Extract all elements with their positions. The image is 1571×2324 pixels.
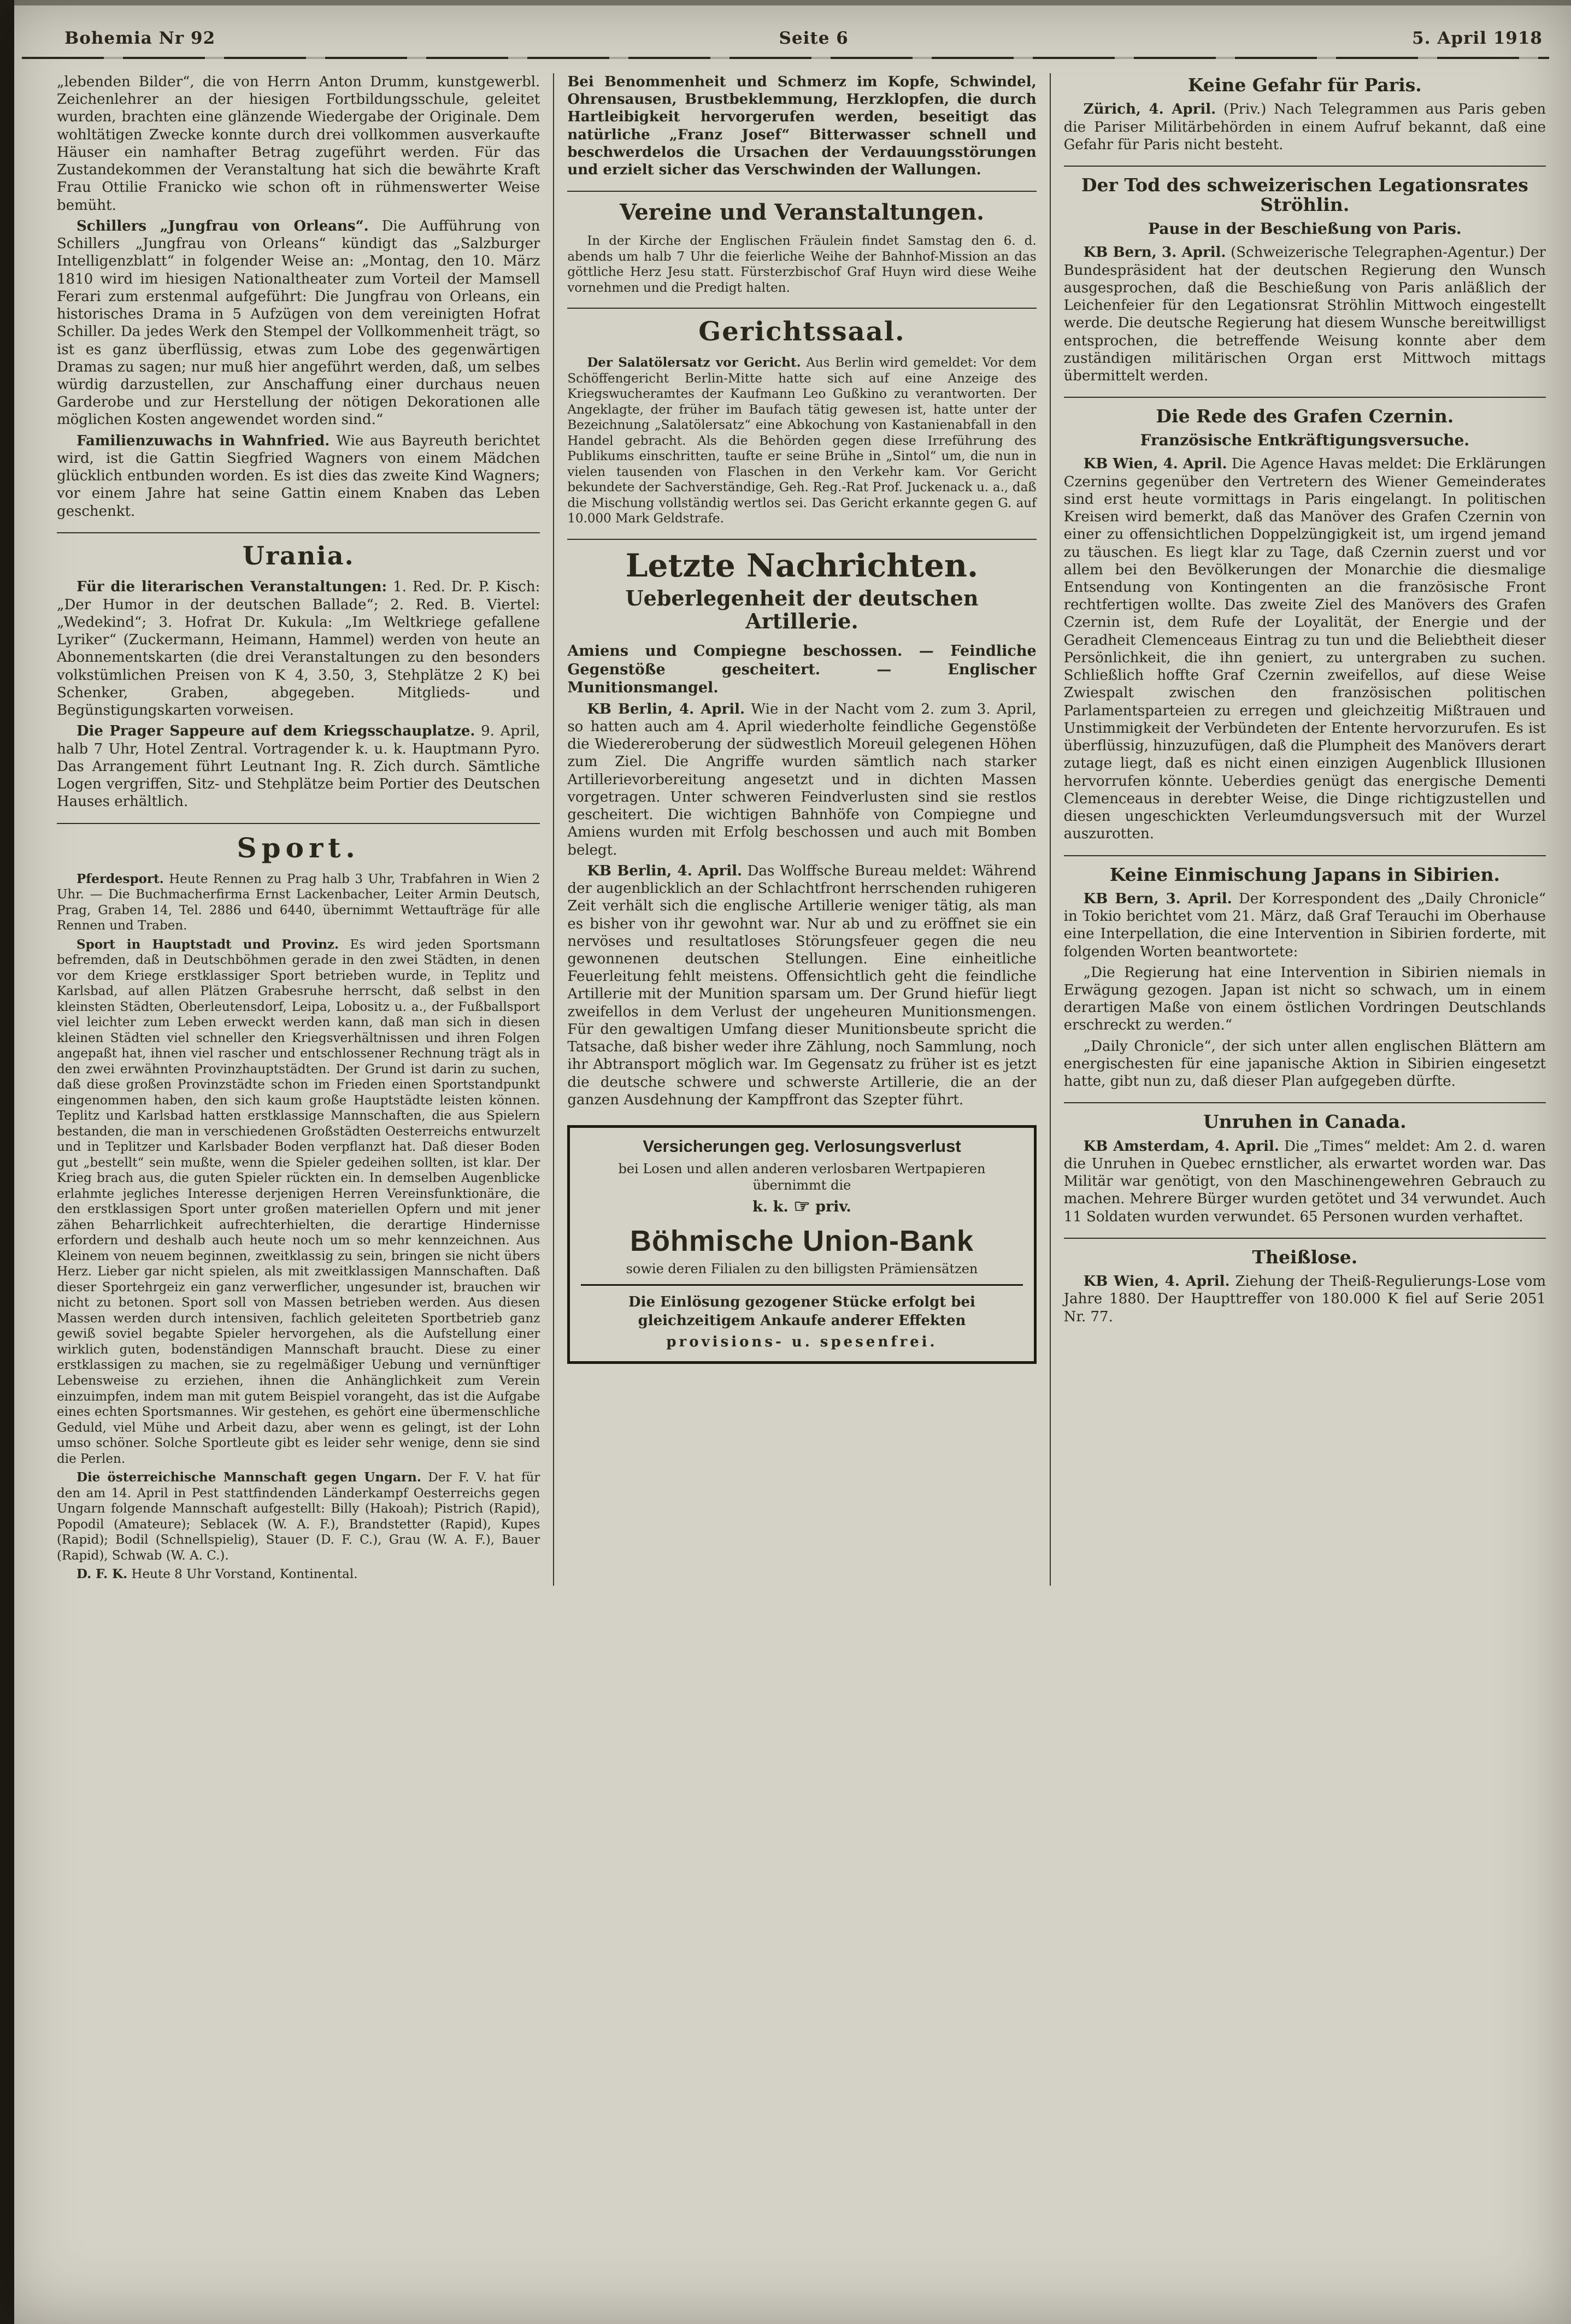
article-continuation	[57, 73, 540, 214]
ad-kk-priv	[581, 1196, 1022, 1217]
paragraph-text: „Die Regierung hat eine Intervention in Sibirien niemals in Erwägung gezogen. Japan ist nicht so schwach, um in einem derartigen Maße von einem östlichen Vordringen Deutschlands erschreckt zu werden.“	[1063, 964, 1546, 1034]
ad-headline: Versicherungen geg. Verlosungsverlust	[643, 1137, 961, 1156]
paragraph-text: Aus Berlin wird gemeldet: Vor dem Schöffengericht Berlin-Mitte hatte sich auf eine Anzeige des Kriegswucheramtes der Kaufmann Leo Gußkino zu verantworten. Der Angeklagte, der früher im Baufach tätig gewesen ist, hatte unter der Bezeichnung „Salatölersatz“ eine Abkochung von Kastanienabfall in den Handel gebracht. Als die Behörden gegen diese Irreführung des Publikums einschritten, taufte er seine Brühe in „Sintol“ um, die nun in vielen tausenden von Flaschen in den Verkehr kam. Vor Gericht bekundete der Sachverständige, Geh. Reg.-Rat Prof. Juckenack u. a., daß die Mischung vollständig wertlos sei. Das Gericht erkannte gegen G. auf 10.000 Mark Geldstrafe.	[567, 356, 1037, 526]
paragraph-text: Heute Rennen zu Prag halb 3 Uhr, Trabfahren in Wien 2 Uhr. — Die Buchmacherfirma Ernst Lackenbacher, Leiter Armin Deutsch, Prag, Graben 14, Tel. 2886 und 6440, übernimmt Wettaufträge für alle Rennen und Traben.	[57, 872, 540, 933]
section-divider	[567, 308, 1036, 309]
ad-divider	[581, 1284, 1022, 1286]
article-lead: KB Bern, 3. April.	[1083, 890, 1232, 907]
article-canada	[1064, 1138, 1546, 1226]
paragraph-text: (Schweizerische Telegraphen-Agentur.) Der Bundespräsident hat der deutschen Regierung den Wunsch ausgesprochen, daß die Beschießung von Paris anläßlich der Leichenfeier für den Legationsrat Ströhlin Mittwoch eingestellt werde. Die deutsche Regierung hat diesem Wunsche bereitwilligst entsprochen, die betreffende Weisung konnte aber dem zuständigen militärischen Organ erst Mittwoch mittags übermittelt werden.	[1063, 244, 1546, 385]
subsection-title-entkraeftigung: Französische Entkräftigungsversuche.	[1140, 431, 1470, 449]
page-content	[57, 73, 1546, 1586]
article-lead: Die Prager Sappeure auf dem Kriegsschauplatze.	[77, 723, 475, 740]
article-lead: D. F. K.	[77, 1567, 128, 1582]
header-rule	[22, 57, 1549, 59]
article-japan-3	[1064, 1038, 1546, 1091]
section-title-sport: Sport.	[237, 831, 360, 864]
section-title-urania: Urania.	[242, 540, 355, 570]
page-header	[64, 28, 1543, 48]
section-divider	[57, 823, 540, 824]
scan-edge-left	[0, 0, 14, 2324]
article-sappeure	[57, 722, 540, 810]
section-divider	[1064, 397, 1546, 398]
paragraph-text: Ziehung der Theiß-Regulierungs-Lose vom Jahre 1880. Der Haupttreffer von 180.000 K fiel auf Serie 2051 Nr. 77.	[1063, 1273, 1546, 1325]
article-lead: Sport in Hauptstadt und Provinz.	[77, 937, 339, 952]
ad-subline: bei Losen und allen anderen verlosbaren Wertpapieren übernimmt die	[618, 1161, 986, 1193]
article-lead: KB Bern, 3. April.	[1083, 244, 1226, 261]
article-lead: Schillers „Jungfrau von Orleans“.	[77, 217, 369, 234]
article-lead: Familienzuwachs in Wahnfried.	[77, 432, 330, 449]
scan-edge-top	[0, 0, 1571, 5]
article-wahnfried	[57, 432, 540, 520]
article-lead: KB Berlin, 4. April.	[587, 862, 743, 879]
article-sport-provinz	[57, 937, 540, 1467]
article-stroehlin	[1064, 244, 1546, 385]
article-lead: Zürich, 4. April.	[1083, 101, 1216, 118]
article-lead: KB Wien, 4. April.	[1083, 456, 1227, 473]
section-divider	[1064, 1238, 1546, 1239]
section-title-japan: Keine Einmischung Japans in Sibirien.	[1109, 863, 1500, 885]
ad-redemption-line: Die Einlösung gezogener Stücke erfolgt bei gleichzeitigem Ankaufe anderer Effekten	[628, 1294, 975, 1329]
column-3	[1050, 73, 1546, 1586]
paragraph-text: Heute 8 Uhr Vorstand, Kontinental.	[131, 1567, 358, 1582]
article-japan-1	[1064, 890, 1546, 961]
subsection-title-artillerie: Ueberlegenheit der deutschen Artillerie.	[625, 585, 979, 633]
ad-fee-free-line: provisions- u. spesenfrei.	[666, 1333, 938, 1350]
article-kb-berlin-1	[567, 701, 1036, 859]
article-kb-berlin-2	[567, 862, 1036, 1109]
section-title-gerichtssaal: Gerichtssaal.	[698, 316, 905, 348]
subsection-title-pause: Pause in der Beschießung von Paris.	[1148, 219, 1462, 238]
section-divider	[1064, 166, 1546, 167]
section-divider	[567, 191, 1036, 192]
section-title-paris: Keine Gefahr für Paris.	[1187, 74, 1422, 96]
article-lead: Die österreichische Mannschaft gegen Ungarn.	[77, 1470, 421, 1485]
article-vereine	[567, 233, 1036, 296]
ad-priv-text: priv.	[815, 1198, 851, 1216]
column-1	[57, 73, 553, 1586]
column-2	[553, 73, 1049, 1586]
article-laenderkampf	[57, 1470, 540, 1563]
paragraph-text: Das Wolffsche Bureau meldet: Während der augenblicklich an der Schlachtfront herrschenden ruhigeren Zeit verhält sich die englische Artillerie weniger tätig, als man es bisher von ihr gewohnt war. Nur ab und zu eröffnet sie ein nervöses und resultatloses Störungsfeuer gegen die neu gewonnenen deutschen Stellungen. Eine einheitliche Feuerleitung fehlt meistens. Offensichtlich geht die feindliche Artillerie mit der Munition sparsam um. Der Grund hiefür liegt zweifellos in dem Verlust der ungeheuren Munitionsmengen. Für den gewaltigen Umfang dieser Munitionsbeute spricht die Tatsache, daß bisher weder ihre Zählung, noch Sammlung, noch ihr Abtransport möglich war. Im Gegensatz zu früher ist es jetzt die deutsche schwere und schwerste Artillerie, die an der ganzen Ausdehnung der Kampffront das Szepter führt.	[567, 862, 1037, 1108]
paragraph-text: Wie in der Nacht vom 2. zum 3. April, so hatten auch am 4. April wiederholte feindliche Gegenstöße die Wiedereroberung der südwestlich Moreuil gelegenen Höhen zum Ziel. Die Angriffe wurden sämtlich nach starker Artillerievorbereitung angesetzt und in dichten Massen vorgetragen. Unter schweren Feindverlusten sind sie restlos gescheitert. Die wichtigen Bahnhöfe von Compiegne und Amiens wurden mit Erfolg beschossen und auch mit Bomben belegt.	[567, 701, 1037, 858]
section-title-vereine: Vereine und Veranstaltungen.	[619, 199, 985, 226]
article-pferdesport	[57, 872, 540, 934]
paragraph-text: 1. Red. Dr. P. Kisch: „Der Humor in der deutschen Ballade“; 2. Red. B. Viertel: „Wedekind“; 3. Hofrat Dr. Kukula: „Im Weltkriege gefallene Lyriker“ (Zuckermann, Heimann, Hammel) werden von heute an Abonnementskarten (die drei Veranstaltungen zu den besonders volkstümlichen Preisen von K 4, 3.50, 3, Stehplätze 2 K) bei Schenker, Graben, abgegeben. Mitglieds- und Begünstigungskarten vorweisen.	[57, 579, 540, 719]
paragraph-text: Die Agence Havas meldet: Die Erklärungen Czernins gegenüber den Vertretern des Wiener Gemeinderates sind erst heute vormittags in Paris eingelangt. In politischen Kreisen wird bemerkt, daß das Manöver des Grafen Czernin von einer zu offensichtlichen Doppelzüngigkeit ist, um irgend jemand zu täuschen. Es liegt klar zu Tage, daß Czernin zuerst und vor allem bei den Bevölkerungen der Monarchie die diesmalige Entsendung von Kontingenten an die französische Front rechtfertigen wollte. Das zweite Ziel des Manövers des Grafen Czernin ist, dem Rufe der Loyalität, der Energie und der Geradheit Clemenceaus Eintrag zu tun und die Beliebtheit dieser Persönlichkeit, die ihn geniert, zu untergraben zu suchen. Schließlich hoffte Graf Czernin zweifellos, auf diese Weise Zwiespalt zwischen den französischen politischen Parlamentsparteien zu erregen und gleichzeitig Mißtrauen und Unstimmigkeit der Verbündeten der Entente hervorzurufen. Es ist überflüssig, hinzuzufügen, daß die Plumpheit des Manövers derart zutage liegt, daß es nicht einen einzigen Augenblick Illusionen hervorrufen könnte. Ueberdies genügt das energische Dementi Clemenceaus in derebter Weise, die Dinge richtigzustellen und diesen ungeschickten Verleumdungsversuch mit der Wurzel auszurotten.	[1063, 456, 1546, 843]
issue-number: Bohemia Nr 92	[64, 28, 216, 48]
article-lead: KB Wien, 4. April.	[1083, 1273, 1230, 1290]
paragraph-text: Der F. V. hat für den am 14. April in Pest stattfindenden Länderkampf Oesterreichs gegen Ungarn folgende Mannschaft aufgestellt: Billy (Hakoah); Pistrich (Rapid), Popodil (Amateure); Seblacek (W. A. F.), Brandstetter (Rapid), Kupes (Rapid); Bodil (Schnellspielig), Stauer (D. F. C.), Grau (W. A. F.), Bauer (Rapid), Schwab (W. A. C.).	[57, 1470, 540, 1563]
article-lead: Pferdesport.	[77, 871, 164, 886]
issue-date: 5. April 1918	[1412, 28, 1543, 48]
article-theisslose	[1064, 1273, 1546, 1326]
paragraph-text: „Daily Chronicle“, der sich unter allen englischen Blättern am energischesten für eine japanische Aktion in Sibirien eingesetzt hatte, gibt nun zu, daß dieser Plan aufgegeben dürfte.	[1063, 1038, 1546, 1090]
paragraph-text: Es wird jeden Sportsmann befremden, daß in Deutschböhmen gerade in den zwei Städten, in denen vor dem Kriege erstklassiger Sport betrieben wurde, in Teplitz und Karlsbad, auf allen Plätzen Grabesruhe herrscht, daß selbst in den kleinsten Städten, Oberleutensdorf, Leipa, Lobositz u. a., der Fußballsport viel leichter zum Leben erweckt werden kann, daß man sich in diesen kleinen Städten viel schneller den Kriegsverhältnissen und ihren Folgen angepaßt hat, ihnen viel rascher und entschlossener Rechnung trägt als in den zwei erwähnten Provinzhauptstädten. Der Grund ist darin zu suchen, daß diese großen Provinzstädte schon im Frieden einen Sportstandpunkt eingenommen haben, den sich kaum große Hauptstädte leisten können. Teplitz und Karlsbad hatten erstklassige Mannschaften, die aus Spielern bestanden, die man in verschiedenen Großstädten Oesterreichs entwurzelt und in Teplitzer und Karlsbader Boden verpflanzt hat. Daß dieser Boden gut „bestellt“ sein mußte, wenn die Spieler gedeihen sollten, ist klar. Der Krieg brach aus, die guten Spieler rückten ein. In demselben Augenblicke erlahmte jegliches Interesse derjenigen Herren Vereinsfunktionäre, die den erstklassigen Sport unter großen materiellen Opfern und mit jener zähen Beharrlichkeit aufrechterhielten, die derartige Hindernisse erfordern und deshalb auch heute noch um so mehr kennzeichnen. Aus Kleinem von neuem beginnen, zweitklassig zu sein, bringen sie nicht übers Herz. Lieber gar nicht spielen, als mit zweitklassigen Mannschaften. Daß dieser Sportehrgeiz ein ganz verwerflicher, ungesunder ist, brauchen wir nicht zu betonen. Sport soll von Massen betrieben werden. Aus diesen Massen werden durch intensiven, fachlich geleiteten Sportbetrieb ganz gewiß soviel begabte Spieler hervorgehen, als die Aufstellung einer wirklich guten, bodenständigen Mannschaft braucht. Diese zu einer erstklassigen zu machen, sie zu regelmäßiger Uebung und vernünftiger Lebensweise zu erziehen, ihnen die Anhänglichkeit zum Verein einzuimpfen, indem man mit gutem Beispiel vorangeht, das ist die Aufgabe eines echten Sportsmannes. Wir gestehen, es gehört eine übermenschliche Geduld, viel Mühe und Arbeit dazu, aber wenn es gelingt, ist der Lohn umso schöner. Solche Sportleute gibt es leider sehr wenige, denn sie sind die Perlen.	[57, 937, 540, 1466]
section-title-letzte-nachrichten: Letzte Nachrichten.	[625, 546, 979, 584]
article-lead: Für die literarischen Veranstaltungen:	[77, 579, 387, 596]
section-divider	[567, 539, 1036, 540]
page-number: Seite 6	[779, 28, 849, 48]
section-divider	[1064, 1102, 1546, 1103]
section-title-canada: Unruhen in Canada.	[1203, 1111, 1407, 1133]
section-divider	[57, 532, 540, 533]
paragraph-text: In der Kirche der Englischen Fräulein findet Samstag den 6. d. abends um halb 7 Uhr die feierliche Weihe der Bahnhof-Mission an das göttliche Herz Jesu statt. Fürsterzbischof Graf Huyn wird diese Weihe vornehmen und die Predigt halten.	[567, 234, 1037, 295]
article-czernin	[1064, 455, 1546, 843]
article-schiller	[57, 217, 540, 429]
section-divider	[1064, 855, 1546, 856]
article-japan-2	[1064, 964, 1546, 1034]
paragraph-text: Bei Benommenheit und Schmerz im Kopfe, Schwindel, Ohrensausen, Brustbeklemmung, Herzklopfen, die durch Hartleibigkeit hervorgerufen werden, beseitigt das natürliche „Franz Josef“ Bitterwasser schnell und beschwerdelos die Ursachen der Verdauungsstörungen und erzielt sicher das Verschwinden der Wallungen.	[567, 74, 1037, 179]
union-bank-ad	[567, 1125, 1036, 1364]
article-gerichtssaal	[567, 355, 1036, 527]
article-dfk-notice	[57, 1567, 540, 1582]
section-title-czernin: Die Rede des Grafen Czernin.	[1156, 405, 1454, 427]
paragraph-text: Wie aus Bayreuth berichtet wird, ist die Gattin Siegfried Wagners von einem Mädchen glücklich entbunden worden. Es ist dies das zweite Kind Wagners; vor einem Jahre hat seine Gattin einem Knaben das Leben geschenkt.	[57, 432, 540, 520]
article-paris	[1064, 101, 1546, 154]
section-title-stroehlin: Der Tod des schweizerischen Legationsrates Ströhlin.	[1081, 174, 1528, 216]
article-lead: KB Amsterdam, 4. April.	[1083, 1138, 1279, 1155]
paragraph-text: Der Korrespondent des „Daily Chronicle“ in Tokio berichtet vom 21. März, daß Graf Terauchi im Oberhause eine Interpellation, die eine Intervention in Sibirien forderte, mit folgenden Worten beantwortete:	[1063, 890, 1546, 960]
ad-branches-line: sowie deren Filialen zu den billigsten Prämiensätzen	[626, 1261, 978, 1277]
article-lede	[567, 642, 1036, 697]
bitterwasser-ad	[567, 73, 1036, 179]
article-urania	[57, 578, 540, 719]
article-lead: KB Berlin, 4. April.	[587, 701, 745, 717]
bank-name: Böhmische Union-Bank	[629, 1225, 974, 1258]
paragraph-text: 9. April, halb 7 Uhr, Hotel Zentral. Vortragender k. u. k. Hauptmann Pyro. Das Arrangement führt Leutnant Ing. R. Zich durch. Sämtliche Logen vergriffen, Sitz- und Stehplätze beim Portier des Deutschen Hauses erhältlich.	[57, 723, 540, 810]
section-title-theisslose: Theißlose.	[1252, 1246, 1358, 1268]
paragraph-text: „lebenden Bilder“, die von Herrn Anton Drumm, kunstgewerbl. Zeichenlehrer an der hiesigen Fortbildungsschule, geleitet wurden, brachten eine glänzende Wiedergabe der Originale. Dem wohltätigen Zwecke konnte durch drei vollkommen ausverkaufte Häuser ein namhafter Betrag zugeführt werden. Für das Zustandekommen der Veranstaltung hat sich die bewährte Kraft Frau Ottilie Franicko wie schon oft in rühmenswerter Weise bemüht.	[57, 74, 540, 214]
pointing-hand-icon: ☞	[793, 1196, 810, 1218]
paragraph-text: Die Aufführung von Schillers „Jungfrau von Orleans“ kündigt das „Salzburger Intelligenzblatt“ in folgender Weise an: „Montag, den 10. März 1810 wird im hiesigen Nationaltheater zum Vorteil der Mamsell Ferari zum erstenmal aufgeführt: Die Jungfrau von Orleans, ein historisches Drama in 5 Aufzügen von dem vereinigten Hofrat Schiller. Da jedes Werk den Stempel der Vollkommenheit trägt, so ist es ganz überflüssig, etwas zum Lobe des gegenwärtigen Dramas zu sagen; nur muß hier angeführt werden, daß, um selbes würdig darzustellen, zur Anschaffung einer durchaus neuen Garderobe und zur Herstellung der nötigen Dekorationen alle möglichen Kosten angewendet worden sind.“	[57, 217, 540, 428]
article-lead: Der Salatölersatz vor Gericht.	[587, 355, 801, 370]
paragraph-text: (Priv.) Nach Telegrammen aus Paris geben die Pariser Militärbehörden in einem Aufruf bekannt, daß eine Gefahr für Paris nicht besteht.	[1063, 101, 1546, 153]
ad-kk-text: k. k.	[752, 1198, 789, 1216]
paragraph-text: Amiens und Compiegne beschossen. — Feindliche Gegenstöße gescheitert. — Englischer Munitionsmangel.	[567, 643, 1037, 697]
paragraph-text: Die „Times“ meldet: Am 2. d. waren die Unruhen in Quebec ernstlicher, als erwartet worden war. Das Militär war genötigt, von den Maschinengewehren Gebrauch zu machen. Mehrere Bürger wurden getötet und 34 verwundet. Auch 11 Soldaten wurden verwundet. 65 Personen wurden verhaftet.	[1063, 1138, 1546, 1225]
